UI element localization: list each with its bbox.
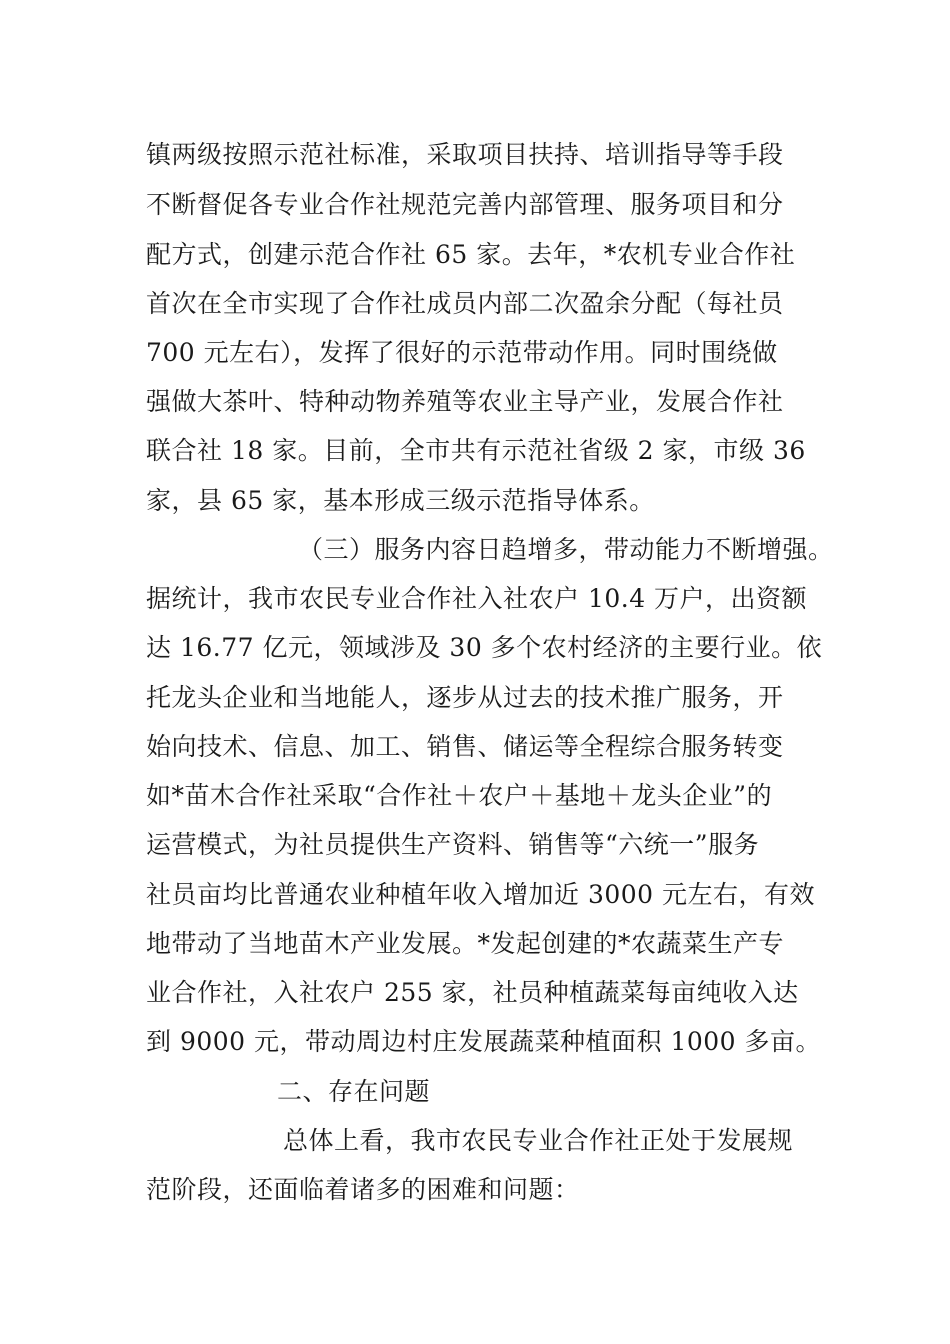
text-line: 镇两级按照示范社标准，采取项目扶持、培训指导等手段 — [146, 140, 784, 169]
text-line: 如*苗木合作社采取“合作社＋农户＋基地＋龙头企业”的 — [146, 781, 773, 810]
text-line: 首次在全市实现了合作社成员内部二次盈余分配（每社员 — [146, 289, 784, 318]
text-line: 托龙头企业和当地能人，逐步从过去的技术推广服务，开 — [146, 683, 784, 712]
text-line: 总体上看，我市农民专业合作社正处于发展规 — [283, 1126, 794, 1155]
text-line: 社员亩均比普通农业种植年收入增加近 3000 元左右，有效 — [146, 880, 816, 909]
text-line: 业合作社，入社农户 255 家，社员种植蔬菜每亩纯收入达 — [146, 978, 799, 1007]
text-line: 达 16.77 亿元，领域涉及 30 多个农村经济的主要行业。依 — [146, 633, 823, 662]
text-line: 地带动了当地苗木产业发展。*发起创建的*农蔬菜生产专 — [146, 929, 785, 958]
section-heading: （三）服务内容日趋增多，带动能力不断增强。 — [298, 535, 834, 564]
text-line: 配方式，创建示范合作社 65 家。去年，*农机专业合作社 — [146, 240, 796, 269]
text-line: 家，县 65 家，基本形成三级示范指导体系。 — [146, 486, 655, 515]
text-line: 不断督促各专业合作社规范完善内部管理、服务项目和分 — [146, 190, 784, 219]
text-line: 强做大茶叶、特种动物养殖等农业主导产业，发展合作社 — [146, 387, 784, 416]
text-line: 到 9000 元，带动周边村庄发展蔬菜种植面积 1000 多亩。 — [146, 1027, 822, 1056]
text-line: 700 元左右），发挥了很好的示范带动作用。同时围绕做 — [146, 338, 778, 367]
section-heading: 二、存在问题 — [277, 1077, 431, 1106]
text-line: 始向技术、信息、加工、销售、储运等全程综合服务转变 — [146, 732, 784, 761]
text-line: 据统计，我市农民专业合作社入社农户 10.4 万户，出资额 — [146, 584, 808, 613]
text-line: 联合社 18 家。目前，全市共有示范社省级 2 家，市级 36 — [146, 436, 806, 465]
text-line: 运营模式，为社员提供生产资料、销售等“六统一”服务 — [146, 830, 760, 859]
text-line: 范阶段，还面临着诸多的困难和问题： — [146, 1175, 580, 1204]
